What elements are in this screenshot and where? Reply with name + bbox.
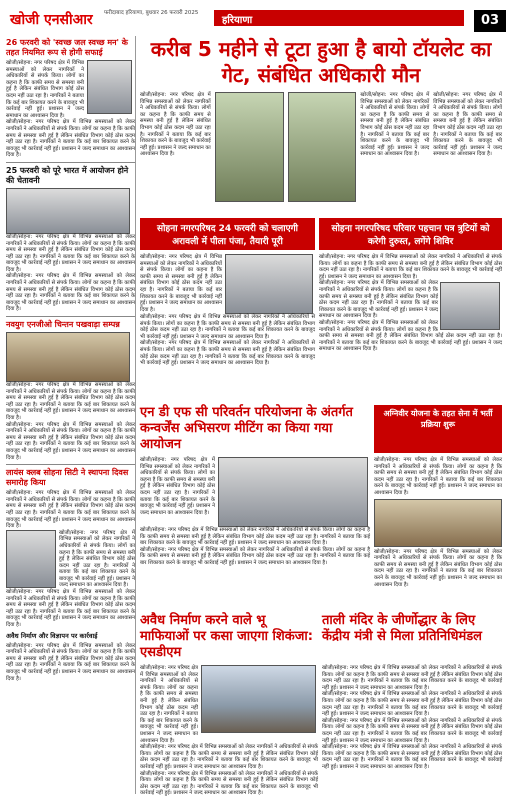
story5-body-b: खोजी/सोहना: नगर परिषद क्षेत्र में विभिन्न समस्याओं को लेकर नागरिकों ने अधिकारियों से संपर्क किया। लोगों का कहना है कि काफी समय से समस्या बनी हुई है लेकिन संबंधित विभाग कोई ठोस कदम नहीं उठा रहा है। नागरिकों ने बताया कि कई बार शिकायत करने के बावजूद भी कार्रवाई नहीं हुई। प्रशासन ने जल्द समाधान का आश्वासन दिया है। bbox=[374, 548, 502, 588]
story7-body-a: खोजी/सोहना: नगर परिषद क्षेत्र में विभिन्न समस्याओं को लेकर नागरिकों ने अधिकारियों से संपर्क किया। लोगों का कहना है कि काफी समय से समस्या बनी हुई है लेकिन संबंधित विभाग कोई ठोस कदम नहीं उठा रहा है। नागरिकों ने बताया कि कई बार शिकायत करने के बावजूद भी कार्रवाई नहीं हुई। प्रशासन ने जल्द समाधान का आश्वासन दिया है। bbox=[322, 665, 502, 691]
officer-photo bbox=[225, 254, 313, 314]
story7-body-d: खोजी/सोहना: नगर परिषद क्षेत्र में विभिन्न समस्याओं को लेकर नागरिकों ने अधिकारियों से संपर्क किया। लोगों का कहना है कि काफी समय से समस्या बनी हुई है लेकिन संबंधित विभाग कोई ठोस कदम नहीं उठा रहा है। नागरिकों ने बताया कि कई बार शिकायत करने के बावजूद भी कार्रवाई नहीं हुई। प्रशासन ने जल्द समाधान का आश्वासन दिया है। bbox=[322, 744, 502, 770]
lead-body-col3: खोजी/सोहना: नगर परिषद क्षेत्र में विभिन्न समस्याओं को लेकर नागरिकों ने अधिकारियों से संपर्क किया। लोगों का कहना है कि काफी समय से समस्या बनी हुई है लेकिन संबंधित विभाग कोई ठोस कदम नहीं उठा रहा है। नागरिकों ने बताया कि कई बार शिकायत करने के बावजूद भी कार्रवाई नहीं हुई। प्रशासन ने जल्द समाधान का आश्वासन दिया है। bbox=[433, 92, 503, 158]
divider bbox=[6, 162, 135, 163]
person-photo bbox=[6, 530, 56, 588]
story6-body-a: खोजी/सोहना: नगर परिषद क्षेत्र में विभिन्न समस्याओं को लेकर नागरिकों ने अधिकारियों से संपर्क किया। लोगों का कहना है कि काफी समय से समस्या बनी हुई है लेकिन संबंधित विभाग कोई ठोस कदम नहीं उठा रहा है। नागरिकों ने बताया कि कई बार शिकायत करने के बावजूद भी कार्रवाई नहीं हुई। प्रशासन ने जल्द समाधान का आश्वासन दिया है। bbox=[140, 665, 198, 744]
story2-body-b: खोजी/सोहना: नगर परिषद क्षेत्र में विभिन्न समस्याओं को लेकर नागरिकों ने अधिकारियों से संपर्क किया। लोगों का कहना है कि काफी समय से समस्या बनी हुई है लेकिन संबंधित विभाग कोई ठोस कदम नहीं उठा रहा है। नागरिकों ने बताया कि कई बार शिकायत करने के बावजूद भी कार्रवाई नहीं हुई। प्रशासन ने जल्द समाधान का आश्वासन दिया है। bbox=[140, 314, 315, 340]
left-body-2b: खोजी/सोहना: नगर परिषद क्षेत्र में विभिन्न समस्याओं को लेकर नागरिकों ने अधिकारियों से संपर्क किया। लोगों का कहना है कि काफी समय से समस्या बनी हुई है लेकिन संबंधित विभाग कोई ठोस कदम नहीं उठा रहा है। नागरिकों ने बताया कि कई बार शिकायत करने के बावजूद भी कार्रवाई नहीं हुई। प्रशासन ने जल्द समाधान का आश्वासन दिया है। bbox=[6, 273, 135, 313]
story5-body-a: खोजी/सोहना: नगर परिषद क्षेत्र में विभिन्न समस्याओं को लेकर नागरिकों ने अधिकारियों से संपर्क किया। लोगों का कहना है कि काफी समय से समस्या बनी हुई है लेकिन संबंधित विभाग कोई ठोस कदम नहीं उठा रहा है। नागरिकों ने बताया कि कई बार शिकायत करने के बावजूद भी कार्रवाई नहीं हुई। प्रशासन ने जल्द समाधान का आश्वासन दिया है। bbox=[374, 457, 502, 496]
story3-body-c: खोजी/सोहना: नगर परिषद क्षेत्र में विभिन्न समस्याओं को लेकर नागरिकों ने अधिकारियों से संपर्क किया। लोगों का कहना है कि काफी समय से समस्या बनी हुई है लेकिन संबंधित विभाग कोई ठोस कदम नहीं उठा रहा है। नागरिकों ने बताया कि कई बार शिकायत करने के बावजूद भी कार्रवाई नहीं हुई। प्रशासन ने जल्द समाधान का आश्वासन दिया है। bbox=[319, 319, 502, 353]
left-headline-3: नवयुग एनजीओ चिन्तन पखवाड़ा सम्पन्न bbox=[6, 320, 120, 330]
story6-headline: अवैध निर्माण करने वाले भू माफियाओं पर कसा जाएगा शिकंजा: एसडीएम bbox=[140, 613, 313, 660]
story7-headline: ताली मंदिर के जीर्णोद्धार के लिए केंद्रीय मंत्री से मिला प्रतिनिधिमंडल bbox=[322, 613, 482, 644]
story7-body-c: खोजी/सोहना: नगर परिषद क्षेत्र में विभिन्न समस्याओं को लेकर नागरिकों ने अधिकारियों से संपर्क किया। लोगों का कहना है कि काफी समय से समस्या बनी हुई है लेकिन संबंधित विभाग कोई ठोस कदम नहीं उठा रहा है। नागरिकों ने बताया कि कई बार शिकायत करने के बावजूद भी कार्रवाई नहीं हुई। प्रशासन ने जल्द समाधान का आश्वासन दिया है। bbox=[322, 717, 502, 744]
newspaper-logo: खोजी एनसीआर bbox=[10, 12, 93, 28]
lead-body-col2: खोजी/सोहना: नगर परिषद क्षेत्र में विभिन्न समस्याओं को लेकर नागरिकों ने अधिकारियों से संपर्क किया। लोगों का कहना है कि काफी समय से समस्या बनी हुई है लेकिन संबंधित विभाग कोई ठोस कदम नहीं उठा रहा है। नागरिकों ने बताया कि कई बार शिकायत करने के बावजूद भी कार्रवाई नहीं हुई। प्रशासन ने जल्द समाधान का आश्वासन दिया है। bbox=[360, 92, 430, 158]
soldiers-photo bbox=[374, 499, 502, 547]
left-headline-1: 26 फरवरी को 'स्वच्छ जल स्वच्छ मन' के तहत नियमित रूप से होगी सफाई bbox=[6, 38, 128, 57]
page-number: 03 bbox=[474, 10, 506, 32]
story3-body-b: खोजी/सोहना: नगर परिषद क्षेत्र में विभिन्न समस्याओं को लेकर नागरिकों ने अधिकारियों से संपर्क किया। लोगों का कहना है कि काफी समय से समस्या बनी हुई है लेकिन संबंधित विभाग कोई ठोस कदम नहीं उठा रहा है। नागरिकों ने बताया कि कई बार शिकायत करने के बावजूद भी कार्रवाई नहीं हुई। प्रशासन ने जल्द समाधान का आश्वासन दिया है। bbox=[319, 280, 438, 320]
story6-body-b: खोजी/सोहना: नगर परिषद क्षेत्र में विभिन्न समस्याओं को लेकर नागरिकों ने अधिकारियों से संपर्क किया। लोगों का कहना है कि काफी समय से समस्या बनी हुई है लेकिन संबंधित विभाग कोई ठोस कदम नहीं उठा रहा है। नागरिकों ने बताया कि कई बार शिकायत करने के बावजूद भी कार्रवाई नहीं हुई। प्रशासन ने जल्द समाधान का आश्वासन दिया है। bbox=[140, 744, 318, 770]
story4-headline: एन डी एफ सी परिवर्तन परियोजना के अंतर्गत कन्वर्जेंस अभिसरण मीटिंग का किया गया आयोजन bbox=[140, 405, 353, 452]
story2-body-c: खोजी/सोहना: नगर परिषद क्षेत्र में विभिन्न समस्याओं को लेकर नागरिकों ने अधिकारियों से संपर्क किया। लोगों का कहना है कि काफी समय से समस्या बनी हुई है लेकिन संबंधित विभाग कोई ठोस कदम नहीं उठा रहा है। नागरिकों ने बताया कि कई बार शिकायत करने के बावजूद भी कार्रवाई नहीं हुई। प्रशासन ने जल्द समाधान का आश्वासन दिया है। bbox=[140, 340, 315, 367]
toilet-photo-1 bbox=[215, 92, 284, 202]
toilet-photo-2 bbox=[288, 92, 357, 202]
left-column bbox=[6, 36, 136, 794]
story2-headline: सोहना नगरपरिषद 24 फरवरी को चलाएगी अरावली में पीला पंजा, तैयारी पूरी bbox=[140, 218, 315, 250]
left-headline-5: अवैध निर्माण और विज्ञापन पर कार्रवाई bbox=[6, 631, 98, 640]
left-body-4: खोजी/सोहना: नगर परिषद क्षेत्र में विभिन्न समस्याओं को लेकर नागरिकों ने अधिकारियों से संपर्क किया। लोगों का कहना है कि काफी समय से समस्या बनी हुई है लेकिन संबंधित विभाग कोई ठोस कदम नहीं उठा रहा है। नागरिकों ने बताया कि कई बार शिकायत करने के बावजूद भी कार्रवाई नहीं हुई। प्रशासन ने जल्द समाधान का आश्वासन दिया है। bbox=[6, 490, 135, 530]
left-body-3b: खोजी/सोहना: नगर परिषद क्षेत्र में विभिन्न समस्याओं को लेकर नागरिकों ने अधिकारियों से संपर्क किया। लोगों का कहना है कि काफी समय से समस्या बनी हुई है लेकिन संबंधित विभाग कोई ठोस कदम नहीं उठा रहा है। नागरिकों ने बताया कि कई बार शिकायत करने के बावजूद भी कार्रवाई नहीं हुई। प्रशासन ने जल्द समाधान का आश्वासन दिया है। bbox=[6, 421, 135, 461]
story3-body-a: खोजी/सोहना: नगर परिषद क्षेत्र में विभिन्न समस्याओं को लेकर नागरिकों ने अधिकारियों से संपर्क किया। लोगों का कहना है कि काफी समय से समस्या बनी हुई है लेकिन संबंधित विभाग कोई ठोस कदम नहीं उठा रहा है। नागरिकों ने बताया कि कई बार शिकायत करने के बावजूद भी कार्रवाई नहीं हुई। प्रशासन ने जल्द समाधान का आश्वासन दिया है। bbox=[319, 254, 502, 280]
section-title: हरियाणा bbox=[214, 10, 464, 26]
left-body-3: खोजी/सोहना: नगर परिषद क्षेत्र में विभिन्न समस्याओं को लेकर नागरिकों ने अधिकारियों से संपर्क किया। लोगों का कहना है कि काफी समय से समस्या बनी हुई है लेकिन संबंधित विभाग कोई ठोस कदम नहीं उठा रहा है। नागरिकों ने बताया कि कई बार शिकायत करने के बावजूद भी कार्रवाई नहीं हुई। प्रशासन ने जल्द समाधान का आश्वासन दिया है। bbox=[6, 382, 135, 421]
story6-body-c: खोजी/सोहना: नगर परिषद क्षेत्र में विभिन्न समस्याओं को लेकर नागरिकों ने अधिकारियों से संपर्क किया। लोगों का कहना है कि काफी समय से समस्या बनी हुई है लेकिन संबंधित विभाग कोई ठोस कदम नहीं उठा रहा है। नागरिकों ने बताया कि कई बार शिकायत करने के बावजूद भी कार्रवाई नहीं हुई। प्रशासन ने जल्द समाधान का आश्वासन दिया है। bbox=[140, 770, 318, 797]
story4-body-b: खोजी/सोहना: नगर परिषद क्षेत्र में विभिन्न समस्याओं को लेकर नागरिकों ने अधिकारियों से संपर्क किया। लोगों का कहना है कि काफी समय से समस्या बनी हुई है लेकिन संबंधित विभाग कोई ठोस कदम नहीं उठा रहा है। नागरिकों ने बताया कि कई बार शिकायत करने के बावजूद भी कार्रवाई नहीं हुई। प्रशासन ने जल्द समाधान का आश्वासन दिया है। bbox=[140, 527, 370, 547]
left-body-4c: खोजी/सोहना: नगर परिषद क्षेत्र में विभिन्न समस्याओं को लेकर नागरिकों ने अधिकारियों से संपर्क किया। लोगों का कहना है कि काफी समय से समस्या बनी हुई है लेकिन संबंधित विभाग कोई ठोस कदम नहीं उठा रहा है। नागरिकों ने बताया कि कई बार शिकायत करने के बावजूद भी कार्रवाई नहीं हुई। प्रशासन ने जल्द समाधान का आश्वासन दिया है। bbox=[6, 589, 135, 629]
official-photo bbox=[440, 282, 500, 330]
story2-body-a: खोजी/सोहना: नगर परिषद क्षेत्र में विभिन्न समस्याओं को लेकर नागरिकों ने अधिकारियों से संपर्क किया। लोगों का कहना है कि काफी समय से समस्या बनी हुई है लेकिन संबंधित विभाग कोई ठोस कदम नहीं उठा रहा है। नागरिकों ने बताया कि कई बार शिकायत करने के बावजूद भी कार्रवाई नहीं हुई। प्रशासन ने जल्द समाधान का आश्वासन दिया है। bbox=[140, 254, 222, 313]
issue-meta: फरीदाबाद हरियाणा, बुधवार 26 फरवरी 2025 bbox=[104, 10, 199, 16]
story7-body-b: खोजी/सोहना: नगर परिषद क्षेत्र में विभिन्न समस्याओं को लेकर नागरिकों ने अधिकारियों से संपर्क किया। लोगों का कहना है कि काफी समय से समस्या बनी हुई है लेकिन संबंधित विभाग कोई ठोस कदम नहीं उठा रहा है। नागरिकों ने बताया कि कई बार शिकायत करने के बावजूद भी कार्रवाई नहीं हुई। प्रशासन ने जल्द समाधान का आश्वासन दिया है। bbox=[322, 691, 502, 718]
group-photo bbox=[6, 332, 130, 382]
portrait-photo bbox=[87, 60, 132, 114]
lead-body-col1: खोजी/सोहना: नगर परिषद क्षेत्र में विभिन्न समस्याओं को लेकर नागरिकों ने अधिकारियों से संपर्क किया। लोगों का कहना है कि काफी समय से समस्या बनी हुई है लेकिन संबंधित विभाग कोई ठोस कदम नहीं उठा रहा है। नागरिकों ने बताया कि कई बार शिकायत करने के बावजूद भी कार्रवाई नहीं हुई। प्रशासन ने जल्द समाधान का आश्वासन दिया है। bbox=[140, 92, 211, 158]
left-body-2: खोजी/सोहना: नगर परिषद क्षेत्र में विभिन्न समस्याओं को लेकर नागरिकों ने अधिकारियों से संपर्क किया। लोगों का कहना है कि काफी समय से समस्या बनी हुई है लेकिन संबंधित विभाग कोई ठोस कदम नहीं उठा रहा है। नागरिकों ने बताया कि कई बार शिकायत करने के बावजूद भी कार्रवाई नहीं हुई। प्रशासन ने जल्द समाधान का आश्वासन दिया है। bbox=[6, 233, 135, 273]
left-headline-2: 25 फरवरी को पूरे भारत में आयोजन होने की चेतावनी bbox=[6, 165, 129, 185]
story4-body-c: खोजी/सोहना: नगर परिषद क्षेत्र में विभिन्न समस्याओं को लेकर नागरिकों ने अधिकारियों से संपर्क किया। लोगों का कहना है कि काफी समय से समस्या बनी हुई है लेकिन संबंधित विभाग कोई ठोस कदम नहीं उठा रहा है। नागरिकों ने बताया कि कई बार शिकायत करने के बावजूद भी कार्रवाई नहीं हुई। प्रशासन ने जल्द समाधान का आश्वासन दिया है। bbox=[140, 546, 370, 566]
left-body-4b: खोजी/सोहना: नगर परिषद क्षेत्र में विभिन्न समस्याओं को लेकर नागरिकों ने अधिकारियों से संपर्क किया। लोगों का कहना है कि काफी समय से समस्या बनी हुई है लेकिन संबंधित विभाग कोई ठोस कदम नहीं उठा रहा है। नागरिकों ने बताया कि कई बार शिकायत करने के बावजूद भी कार्रवाई नहीं हुई। प्रशासन ने जल्द समाधान का आश्वासन दिया है। bbox=[59, 529, 135, 589]
site-photo bbox=[201, 665, 316, 733]
meeting-photo bbox=[6, 188, 130, 234]
lead-headline: करीब 5 महीने से टूटा हुआ है बायो टॉयलेट का गेट, संबंधित अधिकारी मौन bbox=[150, 37, 492, 87]
main-area bbox=[140, 36, 503, 797]
masthead bbox=[4, 4, 504, 34]
left-body-1b: खोजी/सोहना: नगर परिषद क्षेत्र में विभिन्न समस्याओं को लेकर नागरिकों ने अधिकारियों से संपर्क किया। लोगों का कहना है कि काफी समय से समस्या बनी हुई है लेकिन संबंधित विभाग कोई ठोस कदम नहीं उठा रहा है। नागरिकों ने बताया कि कई बार शिकायत करने के बावजूद भी कार्रवाई नहीं हुई। प्रशासन ने जल्द समाधान का आश्वासन दिया है। bbox=[6, 119, 135, 159]
left-body-1: खोजी/सोहना: नगर परिषद क्षेत्र में विभिन्न समस्याओं को लेकर नागरिकों ने अधिकारियों से संपर्क किया। लोगों का कहना है कि काफी समय से समस्या बनी हुई है लेकिन संबंधित विभाग कोई ठोस कदम नहीं उठा रहा है। नागरिकों ने बताया कि कई बार शिकायत करने के बावजूद भी कार्रवाई नहीं हुई। प्रशासन ने जल्द समाधान का आश्वासन दिया है। bbox=[6, 60, 84, 119]
story3-headline: सोहना नगरपरिषद परिवार पहचान पत्र त्रुटियों को करेगी दुरुस्त, लगेंगे शिविर bbox=[319, 218, 502, 250]
story4-body-a: खोजी/सोहना: नगर परिषद क्षेत्र में विभिन्न समस्याओं को लेकर नागरिकों ने अधिकारियों से संपर्क किया। लोगों का कहना है कि काफी समय से समस्या बनी हुई है लेकिन संबंधित विभाग कोई ठोस कदम नहीं उठा रहा है। नागरिकों ने बताया कि कई बार शिकायत करने के बावजूद भी कार्रवाई नहीं हुई। प्रशासन ने जल्द समाधान का आश्वासन दिया है। bbox=[140, 457, 215, 516]
story5-headline: अग्निवीर योजना के तहत सेना में भर्ती प्रक्रिया शुरू bbox=[374, 405, 502, 453]
meeting-room-photo bbox=[218, 457, 368, 527]
left-body-5: खोजी/सोहना: नगर परिषद क्षेत्र में विभिन्न समस्याओं को लेकर नागरिकों ने अधिकारियों से संपर्क किया। लोगों का कहना है कि काफी समय से समस्या बनी हुई है लेकिन संबंधित विभाग कोई ठोस कदम नहीं उठा रहा है। नागरिकों ने बताया कि कई बार शिकायत करने के बावजूद भी कार्रवाई नहीं हुई। प्रशासन ने जल्द समाधान का आश्वासन दिया है। bbox=[6, 642, 135, 682]
divider bbox=[6, 464, 135, 465]
left-headline-4: लायंस क्लब सोहना सिटी ने स्थापना दिवस समारोह किया bbox=[6, 468, 129, 488]
divider bbox=[6, 316, 135, 317]
